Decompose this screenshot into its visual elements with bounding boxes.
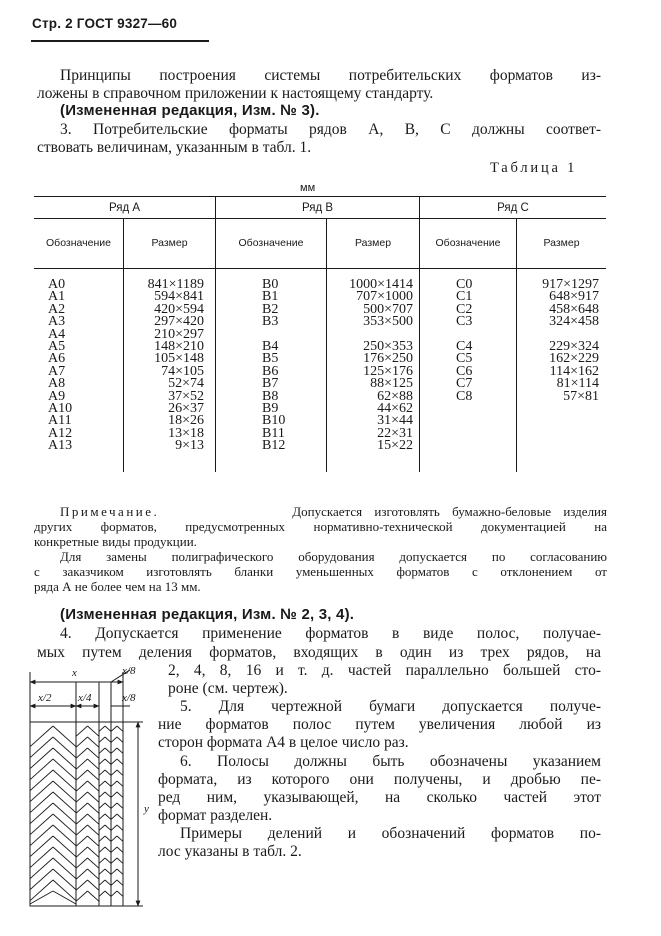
subheader-designation-a: Обозначение bbox=[46, 237, 111, 249]
edit-note-2: (Измененная редакция, Изм. № 2, 3, 4). bbox=[60, 606, 355, 623]
hatch-stroke bbox=[53, 814, 76, 835]
hatch-stroke bbox=[53, 825, 76, 846]
series-a-size-cell: 420×594 bbox=[154, 301, 204, 317]
series-a-size-cell: 74×105 bbox=[161, 363, 204, 379]
hatch-stroke bbox=[117, 803, 123, 808]
table-caption: Таблица 1 bbox=[490, 160, 578, 176]
subheader-size-b: Размер bbox=[354, 237, 392, 249]
item5-line-1: 5. Для чертежной бумаги допускается получе- bbox=[180, 698, 601, 715]
item4-line-1: 4. Допускается применение форматов в виде полос, получае- bbox=[60, 625, 601, 642]
item3-line-2: ствовать величинам, указанным в табл. 1. bbox=[37, 139, 312, 156]
series-a-size-cell: 210×297 bbox=[154, 326, 204, 342]
item4-line-3: 2, 4, 8, 16 и т. д. частей параллельно большей сто- bbox=[168, 662, 601, 679]
edit-note-1: (Измененная редакция, Изм. № 3). bbox=[60, 102, 320, 119]
hatch-stroke bbox=[30, 748, 53, 769]
hatch-stroke bbox=[117, 869, 123, 874]
series-b-code-cell: В0 bbox=[262, 277, 279, 292]
label-x8-side: x/8 bbox=[122, 692, 136, 704]
hatch-stroke bbox=[76, 803, 88, 813]
label-x: x bbox=[72, 667, 77, 679]
hatch-stroke bbox=[117, 858, 123, 863]
hatch-stroke bbox=[30, 803, 53, 824]
table-column-c-sizes bbox=[517, 279, 599, 403]
series-c-code-cell: С2 bbox=[456, 301, 473, 317]
hatch-stroke bbox=[30, 869, 53, 890]
hatch-stroke bbox=[111, 891, 117, 896]
hatch-stroke bbox=[53, 858, 76, 879]
hatch-stroke bbox=[117, 726, 123, 731]
series-b-size-cell: 31×44 bbox=[377, 413, 413, 429]
hatch-stroke bbox=[117, 737, 123, 742]
hatch-stroke bbox=[111, 737, 117, 742]
hatch-stroke bbox=[117, 847, 123, 852]
hatch-stroke bbox=[76, 891, 88, 901]
series-b-size-cell: 15×22 bbox=[377, 438, 413, 454]
series-c-size-cell: 917×1297 bbox=[542, 277, 599, 292]
series-b-size-cell: 707×1000 bbox=[356, 289, 413, 305]
hatch-stroke bbox=[117, 814, 123, 819]
table-units: мм bbox=[300, 182, 316, 194]
item5-line-3: сторон формата А4 в целое число раз. bbox=[158, 734, 409, 751]
hatch-stroke bbox=[111, 880, 117, 885]
series-a-size-cell: 594×841 bbox=[154, 289, 204, 305]
hatch-stroke bbox=[105, 781, 111, 786]
table-column-a-codes bbox=[48, 279, 98, 452]
series-a-size-cell: 841×1189 bbox=[147, 277, 204, 292]
series-b-code-cell: В1 bbox=[262, 289, 279, 305]
subheader-size-a: Размер bbox=[151, 237, 188, 249]
series-b-code-cell: В8 bbox=[262, 388, 279, 404]
series-b-size-cell: 353×500 bbox=[363, 314, 413, 330]
series-a-size-cell: 18×26 bbox=[168, 413, 204, 429]
hatch-stroke bbox=[53, 836, 76, 857]
hatch-stroke bbox=[30, 858, 53, 879]
hatch-stroke bbox=[76, 748, 88, 758]
item4-line-4: роне (см. чертеж). bbox=[168, 680, 288, 697]
hatch-stroke bbox=[76, 869, 88, 879]
series-a-size-cell: 52×74 bbox=[168, 376, 204, 392]
hatch-stroke bbox=[105, 814, 111, 819]
hatch-stroke bbox=[105, 748, 111, 753]
item6-line-2: формата, из которого они получены, и дробью пе- bbox=[158, 771, 601, 788]
hatch-stroke bbox=[99, 759, 105, 764]
hatch-stroke bbox=[105, 858, 111, 863]
hatch-stroke bbox=[53, 770, 76, 791]
hatch-stroke bbox=[53, 847, 76, 868]
note-line-4: Для замены полиграфического оборудования допускается по согласованию bbox=[60, 549, 607, 564]
series-a-code-cell: А5 bbox=[48, 338, 66, 354]
subheader-designation-b: Обозначение bbox=[238, 237, 304, 249]
label-x8-top: x/8 bbox=[122, 665, 136, 677]
hatch-stroke bbox=[30, 825, 53, 846]
table-top-rule bbox=[34, 196, 606, 197]
hatch-stroke bbox=[99, 737, 105, 742]
table-group-rule bbox=[34, 218, 606, 219]
hatch-stroke bbox=[88, 880, 100, 890]
group-header-c: Ряд С bbox=[497, 202, 529, 214]
series-a-code-cell: А4 bbox=[48, 326, 66, 342]
hatch-stroke bbox=[76, 759, 88, 769]
hatch-stroke bbox=[99, 726, 105, 731]
hatch-stroke bbox=[88, 869, 100, 879]
hatch-stroke bbox=[88, 858, 100, 868]
examples-line-2: лос указаны в табл. 2. bbox=[158, 843, 302, 860]
hatch-stroke bbox=[76, 737, 88, 747]
series-c-size-cell: 648×917 bbox=[549, 289, 599, 305]
series-b-size-cell: 250×353 bbox=[363, 338, 413, 354]
hatch-stroke bbox=[76, 836, 88, 846]
series-b-code-cell: В4 bbox=[262, 338, 279, 354]
label-x4: x/4 bbox=[78, 692, 92, 704]
note-line-6: ряда А не более чем на 13 мм. bbox=[34, 579, 201, 594]
hatch-stroke bbox=[105, 891, 111, 896]
note-line-1 bbox=[60, 504, 607, 520]
hatch-stroke bbox=[76, 825, 88, 835]
item6-line-3: ред ним, указывающей, на сколько частей этот bbox=[158, 789, 601, 806]
hatch-stroke bbox=[111, 858, 117, 863]
hatch-stroke bbox=[53, 803, 76, 824]
hatch-stroke bbox=[105, 792, 111, 797]
hatch-stroke bbox=[88, 759, 100, 769]
hatch-stroke bbox=[30, 836, 53, 857]
series-a-code-cell: А11 bbox=[48, 413, 72, 429]
hatch-stroke bbox=[117, 781, 123, 786]
series-c-size-cell: 324×458 bbox=[549, 314, 599, 330]
series-a-size-cell: 9×13 bbox=[175, 438, 204, 454]
series-b-size-cell: 88×125 bbox=[370, 376, 413, 392]
hatch-stroke bbox=[105, 737, 111, 742]
hatch-stroke bbox=[111, 726, 117, 731]
series-c-size-cell: 114×162 bbox=[549, 363, 599, 379]
series-a-code-cell: А0 bbox=[48, 277, 66, 292]
series-a-code-cell: А2 bbox=[48, 301, 66, 317]
hatch-stroke bbox=[111, 825, 117, 830]
hatch-stroke bbox=[76, 880, 88, 890]
series-b-code-cell: В11 bbox=[262, 425, 285, 441]
hatch-stroke bbox=[99, 803, 105, 808]
series-c-code-cell: С6 bbox=[456, 363, 473, 379]
hatch-stroke bbox=[30, 847, 53, 868]
hatch-stroke bbox=[117, 770, 123, 775]
series-c-code-cell: С4 bbox=[456, 338, 473, 354]
hatch-stroke bbox=[111, 847, 117, 852]
label-x2: x/2 bbox=[38, 692, 52, 704]
subheader-size-c: Размер bbox=[543, 237, 580, 249]
series-c-code-cell: С3 bbox=[456, 314, 473, 330]
note-line-2: других форматов, предусмотренных нормативно-технической документацией на bbox=[34, 519, 607, 534]
hatch-stroke bbox=[105, 726, 111, 731]
table-column-b-codes bbox=[262, 279, 312, 452]
series-a-code-cell: А3 bbox=[48, 314, 66, 330]
hatch-stroke bbox=[105, 880, 111, 885]
hatch-stroke bbox=[76, 858, 88, 868]
hatch-stroke bbox=[88, 792, 100, 802]
hatch-stroke bbox=[99, 825, 105, 830]
hatch-stroke bbox=[117, 891, 123, 896]
series-a-code-cell: А7 bbox=[48, 363, 66, 379]
series-c-size-cell: 57×81 bbox=[563, 388, 599, 404]
hatch-stroke bbox=[88, 726, 100, 736]
hatch-stroke bbox=[76, 770, 88, 780]
series-b-code-cell: В12 bbox=[262, 438, 286, 454]
hatch-stroke bbox=[117, 748, 123, 753]
hatch-stroke bbox=[76, 781, 88, 791]
hatch-stroke bbox=[88, 891, 100, 901]
hatch-stroke bbox=[117, 825, 123, 830]
examples-line-1: Примеры делений и обозначений форматов по- bbox=[180, 825, 601, 842]
hatch-stroke bbox=[99, 869, 105, 874]
series-a-size-cell: 26×37 bbox=[168, 400, 204, 416]
hatch-stroke bbox=[53, 726, 76, 747]
series-b-code-cell: В10 bbox=[262, 413, 286, 429]
hatch-stroke bbox=[88, 781, 100, 791]
hatch-stroke bbox=[105, 803, 111, 808]
note-line-1-text: Допускается изготовлять бумажно-беловые изделия bbox=[292, 504, 607, 519]
hatch-stroke bbox=[111, 759, 117, 764]
hatch-stroke bbox=[30, 814, 53, 835]
hatch-stroke bbox=[117, 792, 123, 797]
hatch-stroke bbox=[99, 891, 105, 896]
hatch-stroke bbox=[76, 847, 88, 857]
hatch-stroke bbox=[99, 792, 105, 797]
hatch-stroke bbox=[76, 726, 88, 736]
hatch-stroke bbox=[88, 770, 100, 780]
table-column-a-sizes bbox=[124, 279, 204, 452]
series-a-code-cell: А12 bbox=[48, 425, 73, 441]
hatch-stroke bbox=[111, 869, 117, 874]
hatch-stroke bbox=[117, 836, 123, 841]
hatch-stroke bbox=[111, 748, 117, 753]
series-a-code-cell: А8 bbox=[48, 376, 66, 392]
series-a-size-cell: 148×210 bbox=[154, 338, 204, 354]
hatch-stroke bbox=[53, 869, 76, 890]
header-rule bbox=[31, 40, 209, 42]
group-header-a: Ряд А bbox=[108, 202, 141, 214]
series-b-code-cell: В6 bbox=[262, 363, 279, 379]
hatch-stroke bbox=[53, 748, 76, 769]
hatch-stroke bbox=[99, 814, 105, 819]
series-b-size-cell: 44×62 bbox=[377, 400, 413, 416]
hatch-stroke bbox=[111, 836, 117, 841]
series-a-code-cell: А9 bbox=[48, 388, 66, 404]
series-b-code-cell: В7 bbox=[262, 376, 279, 392]
hatch-stroke bbox=[105, 759, 111, 764]
hatch-stroke bbox=[99, 858, 105, 863]
intro-line-2: ложены в справочном приложении к настоящему стандарту. bbox=[37, 85, 434, 102]
label-y: y bbox=[144, 803, 149, 815]
series-c-size-cell: 81×114 bbox=[556, 376, 599, 392]
note-line-5: с заказчиком изготовлять бланки уменьшенных форматов с отклонением от bbox=[34, 564, 607, 579]
hatch-stroke bbox=[53, 737, 76, 758]
series-c-code-cell: С1 bbox=[456, 289, 473, 305]
series-b-size-cell: 1000×1414 bbox=[349, 277, 413, 292]
hatch-stroke bbox=[105, 869, 111, 874]
hatch-stroke bbox=[105, 825, 111, 830]
hatch-stroke bbox=[88, 825, 100, 835]
hatch-stroke bbox=[88, 748, 100, 758]
subheader-designation-c: Обозначение bbox=[435, 237, 501, 249]
hatch-stroke bbox=[99, 880, 105, 885]
series-c-size-cell: 458×648 bbox=[549, 301, 599, 317]
intro-line-1: Принципы построения системы потребительских форматов из- bbox=[60, 67, 601, 84]
series-c-code-cell: С8 bbox=[456, 388, 473, 404]
hatch-stroke bbox=[117, 759, 123, 764]
series-c-code-cell: С0 bbox=[456, 277, 473, 292]
hatch-stroke bbox=[53, 759, 76, 780]
series-c-code-cell: С7 bbox=[456, 376, 473, 392]
hatch-stroke bbox=[99, 836, 105, 841]
series-a-code-cell: А10 bbox=[48, 400, 73, 416]
hatch-stroke bbox=[99, 847, 105, 852]
table-header-rule bbox=[34, 268, 606, 269]
series-b-code-cell: В3 bbox=[262, 314, 279, 330]
hatch-stroke bbox=[88, 737, 100, 747]
table-column-c-codes bbox=[456, 279, 506, 403]
item6-line-1: 6. Полосы должны быть обозначены указанием bbox=[180, 753, 601, 770]
item5-line-2: ние форматов полос путем увеличения любой из bbox=[158, 716, 601, 733]
series-b-code-cell: В5 bbox=[262, 351, 279, 367]
hatch-stroke bbox=[111, 781, 117, 786]
hatch-stroke bbox=[30, 737, 53, 758]
hatch-stroke bbox=[99, 748, 105, 753]
hatch-stroke bbox=[30, 726, 53, 747]
hatch-stroke bbox=[88, 836, 100, 846]
series-b-code-cell: В9 bbox=[262, 400, 279, 416]
note-label: Примечание. bbox=[60, 504, 160, 519]
hatch-stroke bbox=[105, 770, 111, 775]
strip-division-drawing bbox=[18, 662, 158, 908]
series-c-size-cell: 162×229 bbox=[549, 351, 599, 367]
series-a-size-cell: 13×18 bbox=[168, 425, 204, 441]
hatch-stroke bbox=[76, 792, 88, 802]
table-column-b-sizes bbox=[327, 279, 413, 452]
hatch-stroke bbox=[117, 880, 123, 885]
note-line-3: конкретные виды продукции. bbox=[34, 534, 197, 549]
hatch-stroke bbox=[111, 803, 117, 808]
hatch-stroke bbox=[88, 847, 100, 857]
series-a-size-cell: 105×148 bbox=[154, 351, 204, 367]
hatch-stroke bbox=[76, 814, 88, 824]
hatch-stroke bbox=[30, 759, 53, 780]
hatch-stroke bbox=[105, 847, 111, 852]
page-header: Стр. 2 ГОСТ 9327—60 bbox=[32, 16, 178, 31]
group-header-b: Ряд В bbox=[301, 202, 334, 214]
hatch-stroke bbox=[105, 836, 111, 841]
series-a-code-cell: А1 bbox=[48, 289, 66, 305]
series-b-size-cell: 125×176 bbox=[363, 363, 413, 379]
hatch-stroke bbox=[111, 770, 117, 775]
series-a-size-cell: 37×52 bbox=[168, 388, 204, 404]
hatch-stroke bbox=[53, 781, 76, 802]
series-b-size-cell: 62×88 bbox=[377, 388, 413, 404]
hatch-stroke bbox=[88, 814, 100, 824]
hatch-stroke bbox=[99, 781, 105, 786]
series-b-size-cell: 500×707 bbox=[363, 301, 413, 317]
hatch-stroke bbox=[99, 770, 105, 775]
item3-line-1: 3. Потребительские форматы рядов А, В, С должны соответ- bbox=[60, 121, 601, 138]
series-c-code-cell: С5 bbox=[456, 351, 473, 367]
hatch-stroke bbox=[30, 792, 53, 813]
hatch-stroke bbox=[30, 770, 53, 791]
hatch-stroke bbox=[111, 814, 117, 819]
item6-line-4: формат разделен. bbox=[158, 807, 273, 824]
series-b-size-cell: 176×250 bbox=[363, 351, 413, 367]
hatch-stroke bbox=[111, 792, 117, 797]
hatch-stroke bbox=[30, 781, 53, 802]
series-c-size-cell: 229×324 bbox=[549, 338, 599, 354]
series-a-size-cell: 297×420 bbox=[154, 314, 204, 330]
series-a-code-cell: А13 bbox=[48, 438, 73, 454]
hatch-stroke bbox=[53, 792, 76, 813]
item4-line-2: мых путем деления форматов, входящих в один из трех рядов, на bbox=[37, 644, 601, 661]
series-a-code-cell: А6 bbox=[48, 351, 66, 367]
hatch-stroke bbox=[88, 803, 100, 813]
series-b-code-cell: В2 bbox=[262, 301, 279, 317]
series-b-size-cell: 22×31 bbox=[377, 425, 413, 441]
